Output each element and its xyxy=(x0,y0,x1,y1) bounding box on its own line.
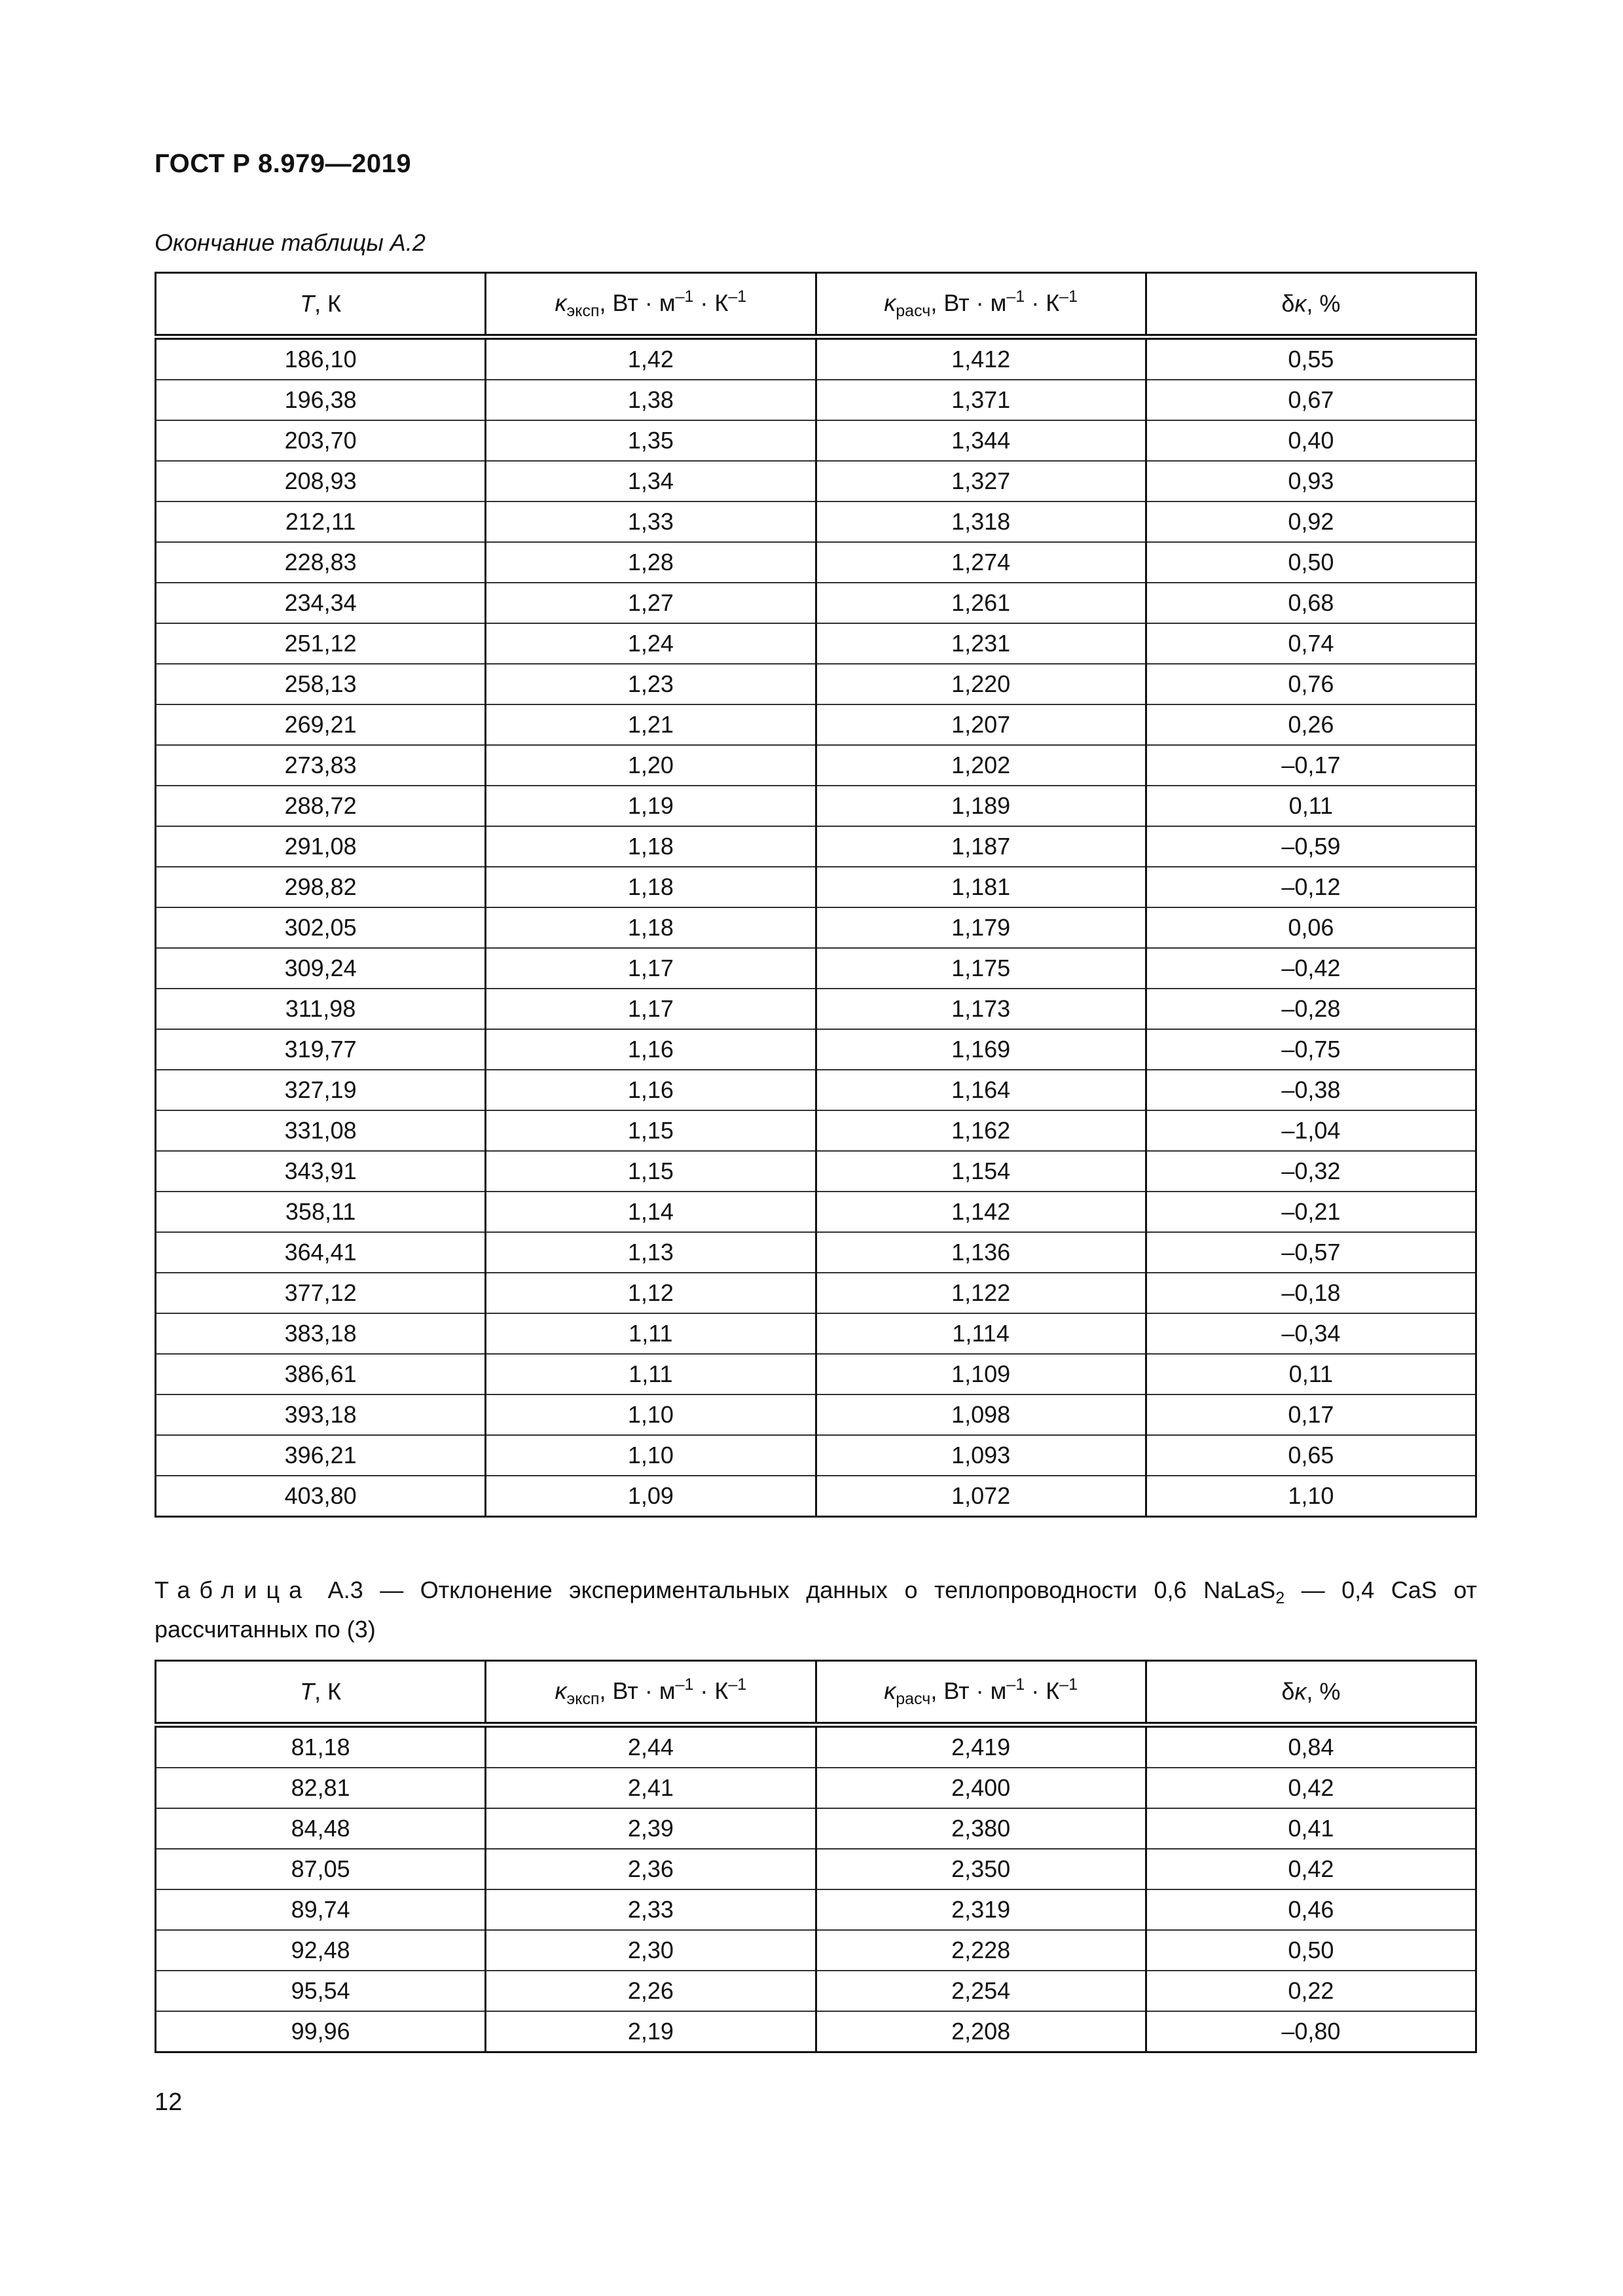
cell-k-exp: 1,12 xyxy=(486,1273,816,1313)
cell-k-exp: 2,30 xyxy=(486,1930,816,1971)
column-header-k-exp xyxy=(486,1661,816,1725)
cell-k-calc: 2,254 xyxy=(816,1971,1146,2011)
cell-temperature: 331,08 xyxy=(156,1110,486,1151)
cell-temperature: 92,48 xyxy=(156,1930,486,1971)
cell-k-calc: 1,202 xyxy=(816,745,1146,786)
table-row xyxy=(156,907,1476,948)
cell-k-calc: 1,175 xyxy=(816,948,1146,989)
cell-deviation: 0,11 xyxy=(1146,1354,1476,1394)
cell-k-exp: 1,38 xyxy=(486,380,816,420)
column-header-temperature xyxy=(156,273,486,337)
table-row xyxy=(156,380,1476,420)
cell-deviation: 0,50 xyxy=(1146,1930,1476,1971)
cell-deviation: –0,17 xyxy=(1146,745,1476,786)
cell-k-exp: 1,16 xyxy=(486,1029,816,1070)
temperature-unit: , К xyxy=(314,1678,342,1705)
cell-k-exp: 1,33 xyxy=(486,501,816,542)
unit-part: , Вт · м xyxy=(599,289,676,316)
cell-k-calc: 1,122 xyxy=(816,1273,1146,1313)
cell-deviation: –0,28 xyxy=(1146,989,1476,1029)
page-number: 12 xyxy=(155,2088,183,2116)
cell-k-exp: 2,36 xyxy=(486,1849,816,1889)
unit-exponent: –1 xyxy=(728,287,747,306)
unit-part: · К xyxy=(693,289,729,316)
cell-deviation: 0,68 xyxy=(1146,583,1476,623)
cell-temperature: 343,91 xyxy=(156,1151,486,1192)
cell-k-exp: 1,17 xyxy=(486,989,816,1029)
cell-k-exp: 1,23 xyxy=(486,664,816,704)
cell-temperature: 358,11 xyxy=(156,1192,486,1232)
cell-temperature: 186,10 xyxy=(156,337,486,380)
table-row xyxy=(156,583,1476,623)
unit-exponent: –1 xyxy=(1059,1675,1078,1694)
unit-exponent: –1 xyxy=(1006,287,1025,306)
cell-deviation: 0,40 xyxy=(1146,420,1476,461)
caption-text: А.3 — Отклонение экспериментальных данных о теплопроводности 0,6 NaLaS xyxy=(311,1576,1276,1603)
table-row xyxy=(156,745,1476,786)
cell-temperature: 212,11 xyxy=(156,501,486,542)
cell-deviation: 0,41 xyxy=(1146,1808,1476,1849)
unit-part: · К xyxy=(693,1677,729,1704)
cell-temperature: 288,72 xyxy=(156,786,486,826)
cell-deviation: 0,92 xyxy=(1146,501,1476,542)
cell-temperature: 393,18 xyxy=(156,1394,486,1435)
cell-temperature: 327,19 xyxy=(156,1070,486,1110)
cell-k-calc: 1,318 xyxy=(816,501,1146,542)
cell-temperature: 403,80 xyxy=(156,1476,486,1517)
delta-symbol: δ xyxy=(1281,1678,1295,1705)
kappa-symbol: κ xyxy=(1294,290,1307,317)
table-row xyxy=(156,1151,1476,1192)
cell-deviation: 0,74 xyxy=(1146,623,1476,664)
cell-k-exp: 1,21 xyxy=(486,704,816,745)
cell-deviation: –0,12 xyxy=(1146,867,1476,907)
table-row xyxy=(156,1889,1476,1930)
table-row xyxy=(156,1971,1476,2011)
table-a2-continuation-caption: Окончание таблицы А.2 xyxy=(155,229,426,256)
cell-k-exp: 2,41 xyxy=(486,1768,816,1808)
table-row xyxy=(156,1476,1476,1517)
cell-temperature: 273,83 xyxy=(156,745,486,786)
table-row xyxy=(156,501,1476,542)
cell-k-exp: 1,17 xyxy=(486,948,816,989)
table-row xyxy=(156,2011,1476,2052)
cell-deviation: 1,10 xyxy=(1146,1476,1476,1517)
cell-k-calc: 2,350 xyxy=(816,1849,1146,1889)
temperature-symbol: T xyxy=(300,1678,315,1705)
cell-deviation: 0,65 xyxy=(1146,1435,1476,1476)
column-header-k-exp xyxy=(486,273,816,337)
cell-deviation: –0,18 xyxy=(1146,1273,1476,1313)
cell-k-exp: 1,11 xyxy=(486,1354,816,1394)
temperature-unit: , К xyxy=(314,290,342,317)
cell-deviation: 0,93 xyxy=(1146,461,1476,501)
cell-temperature: 377,12 xyxy=(156,1273,486,1313)
cell-k-exp: 1,15 xyxy=(486,1151,816,1192)
table-header-row xyxy=(156,1661,1476,1725)
percent-unit: , % xyxy=(1306,290,1341,317)
cell-k-exp: 1,11 xyxy=(486,1313,816,1354)
kappa-calc-subscript: расч xyxy=(896,1689,931,1708)
cell-deviation: 0,42 xyxy=(1146,1768,1476,1808)
cell-k-exp: 2,26 xyxy=(486,1971,816,2011)
kappa-symbol: κ xyxy=(1294,1678,1307,1705)
cell-k-calc: 1,098 xyxy=(816,1394,1146,1435)
kappa-exp-subscript: эксп xyxy=(566,301,600,320)
cell-k-exp: 1,27 xyxy=(486,583,816,623)
cell-k-calc: 1,093 xyxy=(816,1435,1146,1476)
table-row xyxy=(156,1725,1476,1768)
table-row xyxy=(156,623,1476,664)
cell-k-exp: 1,20 xyxy=(486,745,816,786)
table-row xyxy=(156,948,1476,989)
column-header-temperature xyxy=(156,1661,486,1725)
unit-part: , Вт · м xyxy=(930,1677,1007,1704)
temperature-symbol: T xyxy=(300,290,315,317)
table-label: Таблица xyxy=(155,1576,312,1603)
cell-k-calc: 1,187 xyxy=(816,826,1146,867)
cell-k-calc: 1,162 xyxy=(816,1110,1146,1151)
cell-k-calc: 2,208 xyxy=(816,2011,1146,2052)
cell-deviation: –0,80 xyxy=(1146,2011,1476,2052)
formula-subscript: 2 xyxy=(1275,1589,1285,1607)
unit-part: · К xyxy=(1025,1677,1060,1704)
table-row xyxy=(156,1029,1476,1070)
percent-unit: , % xyxy=(1306,1678,1341,1705)
cell-temperature: 258,13 xyxy=(156,664,486,704)
cell-k-calc: 2,380 xyxy=(816,1808,1146,1849)
cell-temperature: 298,82 xyxy=(156,867,486,907)
cell-deviation: 0,17 xyxy=(1146,1394,1476,1435)
cell-deviation: 0,46 xyxy=(1146,1889,1476,1930)
cell-k-exp: 2,44 xyxy=(486,1725,816,1768)
cell-k-exp: 1,18 xyxy=(486,907,816,948)
cell-k-exp: 2,39 xyxy=(486,1808,816,1849)
table-row xyxy=(156,1070,1476,1110)
cell-k-calc: 2,419 xyxy=(816,1725,1146,1768)
cell-deviation: 0,76 xyxy=(1146,664,1476,704)
table-a2 xyxy=(155,272,1477,1518)
cell-k-exp: 1,18 xyxy=(486,867,816,907)
cell-deviation: –0,42 xyxy=(1146,948,1476,989)
cell-temperature: 81,18 xyxy=(156,1725,486,1768)
table-body xyxy=(156,1725,1476,2052)
cell-k-calc: 1,109 xyxy=(816,1354,1146,1394)
table-row xyxy=(156,989,1476,1029)
kappa-calc-subscript: расч xyxy=(896,301,931,320)
cell-k-exp: 1,15 xyxy=(486,1110,816,1151)
cell-deviation: –0,75 xyxy=(1146,1029,1476,1070)
cell-deviation: –0,34 xyxy=(1146,1313,1476,1354)
cell-deviation: –1,04 xyxy=(1146,1110,1476,1151)
cell-k-calc: 1,189 xyxy=(816,786,1146,826)
unit-exponent: –1 xyxy=(1006,1675,1025,1694)
cell-temperature: 234,34 xyxy=(156,583,486,623)
unit-part: , Вт · м xyxy=(930,289,1007,316)
cell-k-calc: 1,207 xyxy=(816,704,1146,745)
cell-k-calc: 1,154 xyxy=(816,1151,1146,1192)
cell-deviation: –0,32 xyxy=(1146,1151,1476,1192)
table-row xyxy=(156,542,1476,583)
delta-symbol: δ xyxy=(1281,290,1295,317)
table-row xyxy=(156,1192,1476,1232)
unit-part: , Вт · м xyxy=(599,1677,676,1704)
table-row xyxy=(156,1808,1476,1849)
cell-k-exp: 2,33 xyxy=(486,1889,816,1930)
cell-k-calc: 1,371 xyxy=(816,380,1146,420)
table-row xyxy=(156,704,1476,745)
cell-deviation: 0,50 xyxy=(1146,542,1476,583)
table-row xyxy=(156,1273,1476,1313)
cell-deviation: 0,06 xyxy=(1146,907,1476,948)
cell-k-exp: 1,34 xyxy=(486,461,816,501)
unit-exponent: –1 xyxy=(1059,287,1078,306)
cell-temperature: 302,05 xyxy=(156,907,486,948)
table-row xyxy=(156,1849,1476,1889)
cell-temperature: 228,83 xyxy=(156,542,486,583)
table-a3-caption xyxy=(155,1575,1477,1645)
cell-deviation: –0,38 xyxy=(1146,1070,1476,1110)
kappa-symbol: κ xyxy=(555,1677,567,1704)
cell-k-calc: 1,231 xyxy=(816,623,1146,664)
table-row xyxy=(156,1435,1476,1476)
cell-temperature: 291,08 xyxy=(156,826,486,867)
cell-k-calc: 1,072 xyxy=(816,1476,1146,1517)
cell-deviation: 0,55 xyxy=(1146,337,1476,380)
kappa-exp-subscript: эксп xyxy=(566,1689,600,1708)
cell-temperature: 396,21 xyxy=(156,1435,486,1476)
cell-deviation: 0,26 xyxy=(1146,704,1476,745)
cell-temperature: 87,05 xyxy=(156,1849,486,1889)
cell-temperature: 319,77 xyxy=(156,1029,486,1070)
cell-k-exp: 1,09 xyxy=(486,1476,816,1517)
unit-exponent: –1 xyxy=(675,287,694,306)
cell-deviation: 0,67 xyxy=(1146,380,1476,420)
column-header-deviation xyxy=(1146,1661,1476,1725)
document-standard-title: ГОСТ Р 8.979—2019 xyxy=(155,149,412,178)
column-header-deviation xyxy=(1146,273,1476,337)
cell-k-exp: 1,14 xyxy=(486,1192,816,1232)
table-row xyxy=(156,1394,1476,1435)
cell-temperature: 99,96 xyxy=(156,2011,486,2052)
cell-k-calc: 1,173 xyxy=(816,989,1146,1029)
table-row xyxy=(156,786,1476,826)
cell-k-exp: 1,28 xyxy=(486,542,816,583)
table-header-row xyxy=(156,273,1476,337)
cell-deviation: –0,21 xyxy=(1146,1192,1476,1232)
column-header-k-calc xyxy=(816,1661,1146,1725)
cell-temperature: 89,74 xyxy=(156,1889,486,1930)
cell-deviation: 0,84 xyxy=(1146,1725,1476,1768)
cell-k-exp: 1,18 xyxy=(486,826,816,867)
kappa-symbol: κ xyxy=(884,289,896,316)
cell-temperature: 84,48 xyxy=(156,1808,486,1849)
cell-k-calc: 1,169 xyxy=(816,1029,1146,1070)
cell-k-calc: 1,181 xyxy=(816,867,1146,907)
table-row xyxy=(156,1354,1476,1394)
unit-exponent: –1 xyxy=(728,1675,747,1694)
table-a3 xyxy=(155,1660,1477,2053)
table-row xyxy=(156,1313,1476,1354)
kappa-symbol: κ xyxy=(555,289,567,316)
cell-k-calc: 1,327 xyxy=(816,461,1146,501)
cell-temperature: 196,38 xyxy=(156,380,486,420)
cell-temperature: 95,54 xyxy=(156,1971,486,2011)
cell-k-calc: 2,400 xyxy=(816,1768,1146,1808)
table-row xyxy=(156,337,1476,380)
cell-k-calc: 1,114 xyxy=(816,1313,1146,1354)
cell-k-exp: 1,10 xyxy=(486,1435,816,1476)
column-header-k-calc xyxy=(816,273,1146,337)
unit-exponent: –1 xyxy=(675,1675,694,1694)
cell-temperature: 269,21 xyxy=(156,704,486,745)
cell-temperature: 251,12 xyxy=(156,623,486,664)
table-body xyxy=(156,337,1476,1517)
cell-k-calc: 1,142 xyxy=(816,1192,1146,1232)
caption-text: — 0,4 CaS от рассчитанных по (3) xyxy=(155,1576,1477,1643)
cell-k-calc: 1,274 xyxy=(816,542,1146,583)
cell-deviation: 0,22 xyxy=(1146,1971,1476,2011)
cell-k-exp: 1,10 xyxy=(486,1394,816,1435)
cell-deviation: 0,11 xyxy=(1146,786,1476,826)
cell-temperature: 364,41 xyxy=(156,1232,486,1273)
table-row xyxy=(156,1232,1476,1273)
table-row xyxy=(156,420,1476,461)
table-row xyxy=(156,461,1476,501)
cell-k-exp: 2,19 xyxy=(486,2011,816,2052)
cell-k-exp: 1,19 xyxy=(486,786,816,826)
cell-deviation: –0,59 xyxy=(1146,826,1476,867)
cell-k-exp: 1,16 xyxy=(486,1070,816,1110)
cell-k-calc: 1,344 xyxy=(816,420,1146,461)
cell-temperature: 82,81 xyxy=(156,1768,486,1808)
cell-k-calc: 2,228 xyxy=(816,1930,1146,1971)
cell-temperature: 309,24 xyxy=(156,948,486,989)
cell-temperature: 208,93 xyxy=(156,461,486,501)
table-row xyxy=(156,1930,1476,1971)
cell-k-calc: 2,319 xyxy=(816,1889,1146,1930)
cell-deviation: –0,57 xyxy=(1146,1232,1476,1273)
unit-part: · К xyxy=(1025,289,1060,316)
cell-temperature: 383,18 xyxy=(156,1313,486,1354)
cell-k-calc: 1,220 xyxy=(816,664,1146,704)
table-row xyxy=(156,1768,1476,1808)
cell-k-exp: 1,42 xyxy=(486,337,816,380)
table-row xyxy=(156,826,1476,867)
data-table xyxy=(155,272,1477,1518)
cell-temperature: 386,61 xyxy=(156,1354,486,1394)
cell-k-exp: 1,35 xyxy=(486,420,816,461)
cell-k-exp: 1,13 xyxy=(486,1232,816,1273)
cell-deviation: 0,42 xyxy=(1146,1849,1476,1889)
kappa-symbol: κ xyxy=(884,1677,896,1704)
cell-k-calc: 1,164 xyxy=(816,1070,1146,1110)
table-row xyxy=(156,664,1476,704)
cell-temperature: 311,98 xyxy=(156,989,486,1029)
cell-k-calc: 1,261 xyxy=(816,583,1146,623)
data-table xyxy=(155,1660,1477,2053)
cell-k-calc: 1,412 xyxy=(816,337,1146,380)
cell-k-calc: 1,179 xyxy=(816,907,1146,948)
cell-temperature: 203,70 xyxy=(156,420,486,461)
table-row xyxy=(156,867,1476,907)
cell-k-exp: 1,24 xyxy=(486,623,816,664)
table-row xyxy=(156,1110,1476,1151)
cell-k-calc: 1,136 xyxy=(816,1232,1146,1273)
